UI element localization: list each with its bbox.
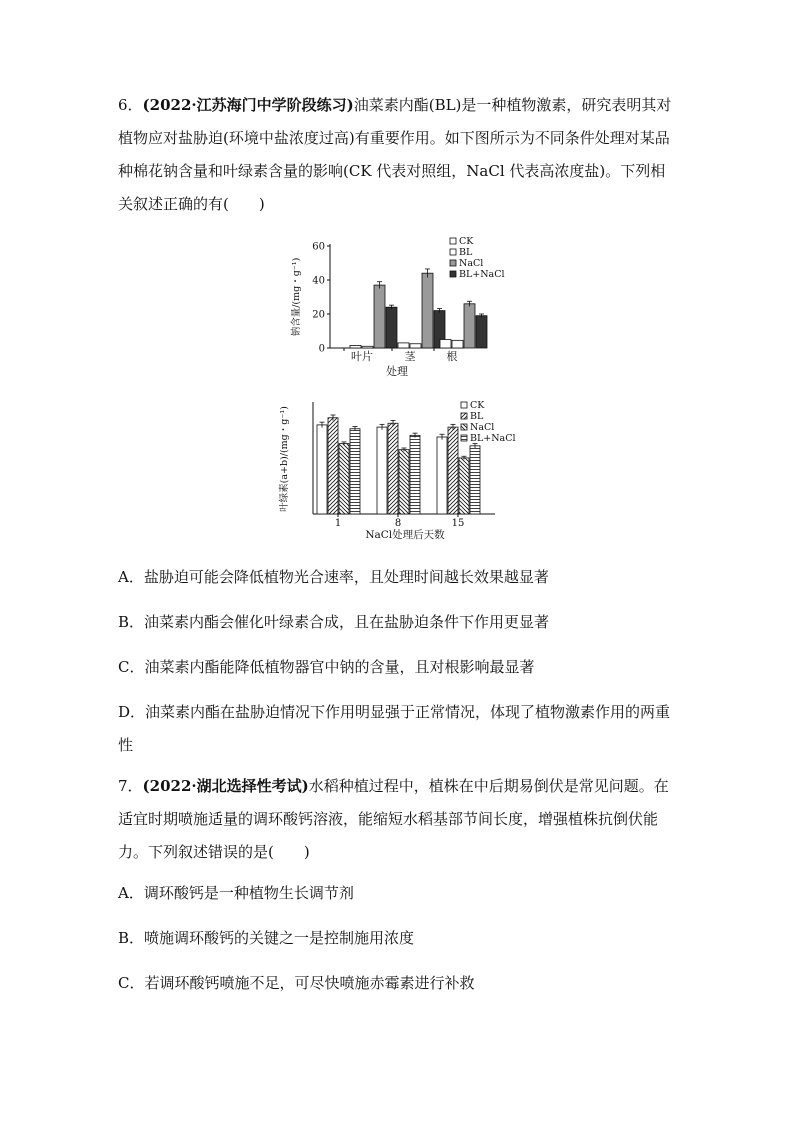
legend-label-NaCl: NaCl — [459, 258, 484, 269]
bar-BL+NaCl-8 — [410, 435, 420, 514]
bar-BL-15 — [448, 427, 458, 514]
option-d: D．油菜素内酯在盐胁迫情况下作用明显强于正常情况，体现了植物激素作用的两重性 — [118, 703, 671, 754]
x-tick-label: 根 — [446, 350, 458, 363]
bar-BL-8 — [388, 423, 398, 514]
question-number: 7． — [118, 777, 143, 795]
bar-NaCl-根 — [464, 304, 475, 348]
x-axis-label: NaCl处理后天数 — [365, 529, 445, 541]
legend-label-NaCl: NaCl — [470, 422, 495, 433]
x-tick-label: 8 — [394, 518, 402, 529]
question-text: 油菜素内酯(BL)是一种植物激素，研究表明其对植物应对盐胁迫(环境中盐浓度过高)有重要作用。如下图所示为不同条件处理对某品种棉花钠含量和叶绿素含量的影响(CK 代表对照组，NaCl 代表高浓度盐)。下列相关叙述正确的有( ) — [118, 96, 672, 213]
x-tick-label: 15 — [451, 518, 465, 529]
x-tick-label: 叶片 — [351, 350, 373, 363]
legend-swatch-CK — [450, 238, 456, 244]
sodium-content-chart — [280, 232, 530, 380]
legend-swatch-BL+NaCl — [461, 435, 467, 441]
bar-CK-15 — [437, 437, 447, 514]
question-source: (2022·江苏海门中学阶段练习) — [142, 96, 354, 114]
bar-BL+NaCl-15 — [470, 446, 480, 514]
bar-CK-茎 — [398, 343, 409, 348]
legend-swatch-NaCl — [461, 424, 467, 430]
bar-NaCl-1 — [339, 444, 349, 514]
bar-NaCl-8 — [399, 450, 409, 514]
bar-CK-1 — [317, 425, 327, 514]
legend-label-CK: CK — [470, 400, 485, 411]
y-axis-label: 钠含量/(mg・g⁻¹) — [291, 257, 302, 337]
legend-swatch-BL — [450, 249, 456, 255]
bar-NaCl-15 — [459, 458, 469, 514]
question-6-stem — [118, 89, 678, 221]
option-c: C．油菜素内酯能降低植物器官中钠的含量，且对根影响最显著 — [118, 658, 535, 676]
y-tick-label: 40 — [312, 275, 325, 287]
bar-BL-1 — [328, 418, 338, 514]
legend-swatch-CK — [461, 402, 467, 408]
legend-label-BL: BL — [470, 411, 484, 422]
bar-BL-叶片 — [362, 346, 373, 348]
x-tick-label: 1 — [334, 518, 342, 529]
bar-BL-根 — [452, 340, 463, 348]
option-b: B．油菜素内酯会催化叶绿素合成，且在盐胁迫条件下作用更显著 — [118, 613, 550, 631]
option-a: A．调环酸钙是一种植物生长调节剂 — [118, 884, 354, 902]
y-tick-label: 60 — [312, 241, 325, 253]
y-axis-label: 叶绿素(a+b)/(mg・g⁻¹) — [279, 406, 290, 512]
option-a: A．盐胁迫可能会降低植物光合速率，且处理时间越长效果越显著 — [118, 568, 549, 586]
bar-NaCl-茎 — [422, 273, 433, 348]
legend-label-BL+NaCl: BL+NaCl — [459, 269, 505, 280]
bar-CK-8 — [377, 427, 387, 514]
legend-swatch-BL+NaCl — [450, 271, 456, 277]
bar-CK-叶片 — [350, 345, 361, 348]
bar-BL-茎 — [410, 344, 421, 348]
question-text: 水稻种植过程中，植株在中后期易倒伏是常见问题。在适宜时期喷施适量的调环酸钙溶液，能缩短水稻基部节间长度，增强植株抗倒伏能力。下列叙述错误的是( ) — [118, 777, 669, 861]
question-number: 6． — [118, 96, 143, 114]
option-c: C．若调环酸钙喷施不足，可尽快喷施赤霉素进行补救 — [118, 974, 475, 992]
legend-swatch-NaCl — [450, 260, 456, 266]
x-tick-label: 茎 — [404, 350, 416, 363]
question-7-stem — [118, 770, 678, 869]
option-b: B．喷施调环酸钙的关键之一是控制施用浓度 — [118, 929, 415, 947]
y-tick-label: 20 — [312, 309, 325, 321]
legend-label-BL+NaCl: BL+NaCl — [470, 433, 516, 444]
bar-BL+NaCl-根 — [476, 316, 487, 348]
bar-BL+NaCl-叶片 — [386, 307, 397, 348]
x-axis-label: 处理 — [386, 365, 408, 378]
chlorophyll-content-chart — [275, 396, 535, 544]
bar-BL+NaCl-1 — [350, 429, 360, 514]
y-tick-label: 0 — [318, 343, 325, 355]
bar-NaCl-叶片 — [374, 285, 385, 348]
bar-CK-根 — [440, 340, 451, 349]
legend-label-BL: BL — [459, 247, 473, 258]
legend-label-CK: CK — [459, 236, 474, 247]
legend-swatch-BL — [461, 413, 467, 419]
question-source: (2022·湖北选择性考试) — [142, 777, 309, 795]
